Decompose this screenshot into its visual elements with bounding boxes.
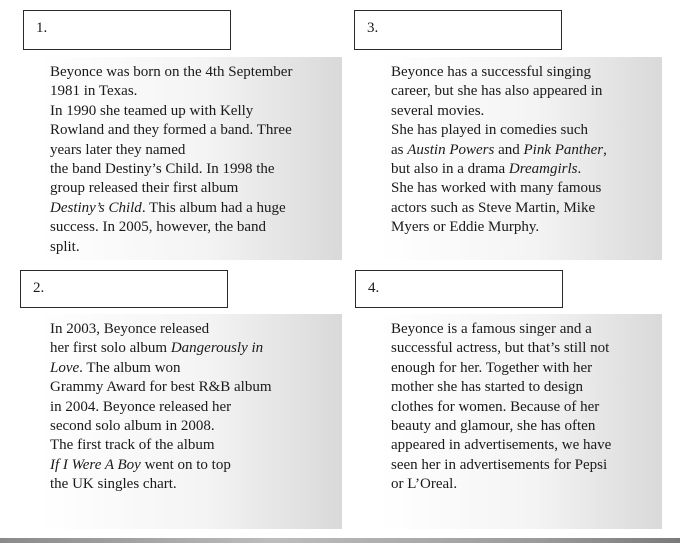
text-segment: went on to top — [140, 456, 231, 473]
text-line — [391, 82, 654, 101]
text-segment: as — [391, 141, 408, 158]
text-segment: the UK singles chart. — [50, 476, 177, 493]
answer-box-3[interactable] — [354, 10, 562, 50]
answer-box-1[interactable] — [23, 10, 231, 50]
section-number: 3. — [367, 20, 379, 36]
answer-box-4[interactable] — [355, 270, 563, 308]
text-line — [50, 63, 334, 82]
text-line — [391, 199, 654, 218]
text-segment: actors such as Steve Martin, Mike — [391, 199, 596, 216]
text-segment: her first solo album — [50, 340, 171, 357]
text-segment: career, but she has also appeared in — [391, 83, 603, 100]
answer-box-2[interactable] — [20, 270, 228, 308]
text-line — [391, 121, 654, 140]
text-line — [50, 141, 334, 160]
italic-title: Austin Powers — [407, 141, 495, 158]
italic-title: Destiny’s Child — [50, 199, 142, 216]
text-segment: The first track of the album — [50, 437, 215, 454]
text-panel-1 — [38, 57, 342, 260]
text-segment: . — [577, 161, 582, 178]
text-line — [391, 63, 654, 82]
text-line — [50, 320, 334, 339]
text-segment: second solo album in 2008. — [50, 418, 215, 435]
italic-title: Love — [50, 359, 80, 376]
text-segment: Grammy Award for best R&B album — [50, 379, 272, 396]
text-segment: She has worked with many famous — [391, 180, 602, 197]
text-line — [391, 320, 654, 339]
text-line — [50, 82, 334, 101]
text-segment: but also in a drama — [391, 161, 509, 178]
text-line — [391, 359, 654, 378]
italic-title: Pink Panther — [523, 141, 604, 158]
text-line — [50, 160, 334, 179]
text-line — [50, 417, 334, 436]
text-segment: 1981 in Texas. — [50, 83, 138, 100]
text-segment: Beyonce was born on the 4th September — [50, 64, 293, 80]
text-segment: success. In 2005, however, the band — [50, 219, 267, 236]
text-segment: , — [603, 141, 607, 158]
text-segment: . This album had a huge — [141, 199, 286, 216]
text-segment: In 1990 she teamed up with Kelly — [50, 102, 254, 119]
italic-title: Dangerously in — [170, 340, 264, 357]
text-line — [391, 378, 654, 397]
text-segment: or L’Oreal. — [391, 476, 458, 493]
text-line — [50, 378, 334, 397]
italic-title: If I Were A Boy — [50, 456, 141, 473]
text-line — [50, 102, 334, 121]
text-line — [391, 179, 654, 198]
text-line — [50, 121, 334, 140]
text-line — [50, 475, 334, 494]
text-line — [50, 436, 334, 455]
text-line — [50, 456, 334, 475]
text-segment: Beyonce is a famous singer and a — [391, 321, 592, 337]
text-segment: Rowland and they formed a band. Three — [50, 122, 292, 139]
text-line — [391, 339, 654, 358]
bottom-divider — [0, 538, 680, 543]
text-segment: split. — [50, 238, 80, 255]
text-panel-4 — [379, 314, 662, 529]
text-line — [50, 339, 334, 358]
section-number: 1. — [36, 20, 48, 36]
text-line — [391, 218, 654, 237]
text-line — [391, 398, 654, 417]
text-line — [50, 179, 334, 198]
text-line — [50, 238, 334, 257]
text-segment: In 2003, Beyonce released — [50, 321, 210, 337]
text-segment: years later they named — [50, 141, 186, 158]
text-segment: She has played in comedies such — [391, 122, 589, 139]
text-line — [391, 102, 654, 121]
text-line — [391, 141, 654, 160]
text-segment: seen her in advertisements for Pepsi — [391, 456, 608, 473]
section-number: 2. — [33, 280, 45, 296]
text-line — [50, 199, 334, 218]
text-segment: several movies. — [391, 102, 485, 119]
text-line — [391, 475, 654, 494]
text-panel-3 — [379, 57, 662, 260]
text-segment: the band Destiny’s Child. In 1998 the — [50, 161, 275, 178]
text-line — [391, 436, 654, 455]
text-segment: . The album won — [79, 359, 181, 376]
section-number: 4. — [368, 280, 380, 296]
text-segment: clothes for women. Because of her — [391, 398, 600, 415]
text-line — [391, 456, 654, 475]
italic-title: Dreamgirls — [508, 161, 578, 178]
text-segment: and — [494, 141, 524, 158]
text-segment: enough for her. Together with her — [391, 359, 593, 376]
text-segment: appeared in advertisements, we have — [391, 437, 612, 454]
text-segment: Beyonce has a successful singing — [391, 64, 591, 80]
text-segment: successful actress, but that’s still not — [391, 340, 610, 357]
text-line — [50, 218, 334, 237]
text-segment: mother she has started to design — [391, 379, 584, 396]
text-segment: Myers or Eddie Murphy. — [391, 219, 540, 236]
text-line — [391, 417, 654, 436]
text-line — [50, 398, 334, 417]
text-segment: group released their first album — [50, 180, 239, 197]
text-line — [50, 359, 334, 378]
text-line — [391, 160, 654, 179]
text-segment: beauty and glamour, she has often — [391, 418, 596, 435]
text-panel-2 — [38, 314, 342, 529]
text-segment: in 2004. Beyonce released her — [50, 398, 232, 415]
